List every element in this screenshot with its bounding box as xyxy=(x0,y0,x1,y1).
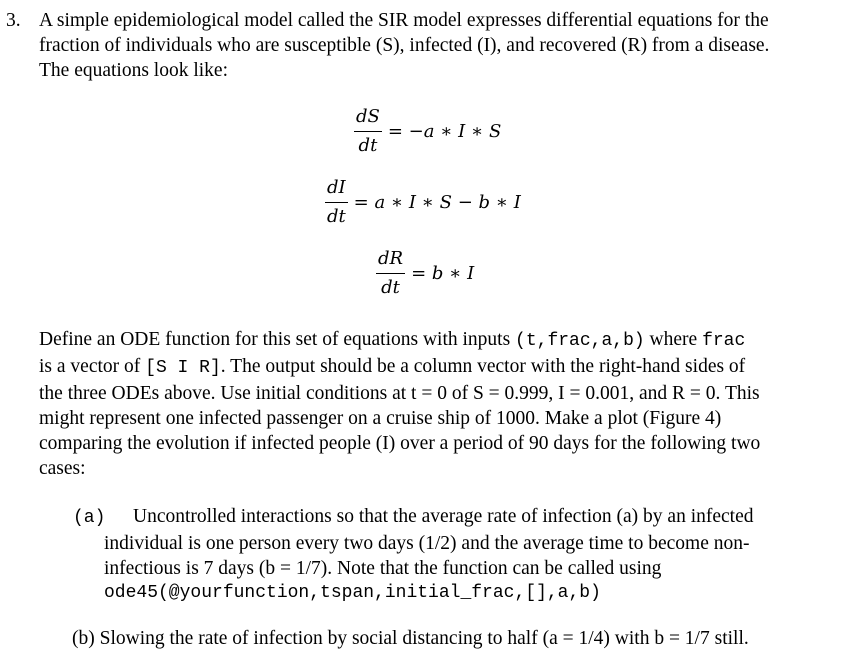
paragraph-line xyxy=(39,354,849,381)
equation-dr-dt xyxy=(376,248,474,299)
case-b: (b) Slowing the rate of infection by social distancing to half (a = 1/4) with b = 1/7 still. xyxy=(72,628,749,649)
intro-line: A simple epidemiological model called the SIR model expresses differential equations for the xyxy=(39,10,769,31)
case-a xyxy=(73,504,833,606)
problem-intro xyxy=(39,8,849,83)
code-vector: [S I R] xyxy=(145,358,221,378)
equation-rhs: = b ∗ I xyxy=(411,263,475,284)
case-a-line: infectious is 7 days (b = 1/7). Note that the function can be called using xyxy=(104,558,662,579)
text-span: is a vector of xyxy=(39,356,146,377)
code-frac: frac xyxy=(702,331,746,351)
equation-di-dt xyxy=(325,177,521,228)
intro-line: fraction of individuals who are susceptible (S), infected (I), and recovered (R) from a disease. xyxy=(39,35,770,56)
text-span: Define an ODE function for this set of equations with inputs xyxy=(39,329,516,350)
fraction-numerator: dS xyxy=(354,106,382,132)
case-a-line xyxy=(73,504,833,531)
paragraph-line: cases: xyxy=(39,458,86,479)
problem-number: 3. xyxy=(6,10,21,31)
equation-rhs: = −a ∗ I ∗ S xyxy=(387,121,502,142)
intro-line: The equations look like: xyxy=(39,60,229,81)
text-span: . The output should be a column vector with the right-hand sides of xyxy=(220,356,746,377)
equation-rhs: = a ∗ I ∗ S − b ∗ I xyxy=(353,192,521,213)
instructions-paragraph xyxy=(39,327,849,481)
fraction xyxy=(354,106,382,157)
fraction xyxy=(376,248,405,299)
case-a-line: individual is one person every two days (1/2) and the average time to become non- xyxy=(104,533,750,554)
code-ode45-call: ode45(@yourfunction,tspan,initial_frac,[],a,b) xyxy=(104,583,601,603)
fraction xyxy=(325,177,348,228)
paragraph-line xyxy=(39,327,849,354)
fraction-numerator: dR xyxy=(376,248,405,274)
text-span: where xyxy=(644,329,703,350)
fraction-denominator: dt xyxy=(358,135,378,156)
paragraph-line: might represent one infected passenger on a cruise ship of 1000. Make a plot (Figure 4) xyxy=(39,408,722,429)
code-inputs: (t,frac,a,b) xyxy=(515,331,645,351)
paragraph-line: the three ODEs above. Use initial conditions at t = 0 of S = 0.999, I = 0.001, and R = 0. This xyxy=(39,383,760,404)
paragraph-line: comparing the evolution if infected people (I) over a period of 90 days for the following two xyxy=(39,433,761,454)
text-span: Uncontrolled interactions so that the average rate of infection (a) by an infected xyxy=(133,506,754,527)
fraction-denominator: dt xyxy=(326,206,346,227)
fraction-numerator: dI xyxy=(325,177,348,203)
fraction-denominator: dt xyxy=(381,277,400,298)
case-a-label: (a) xyxy=(73,508,106,528)
equation-ds-dt xyxy=(354,106,501,157)
